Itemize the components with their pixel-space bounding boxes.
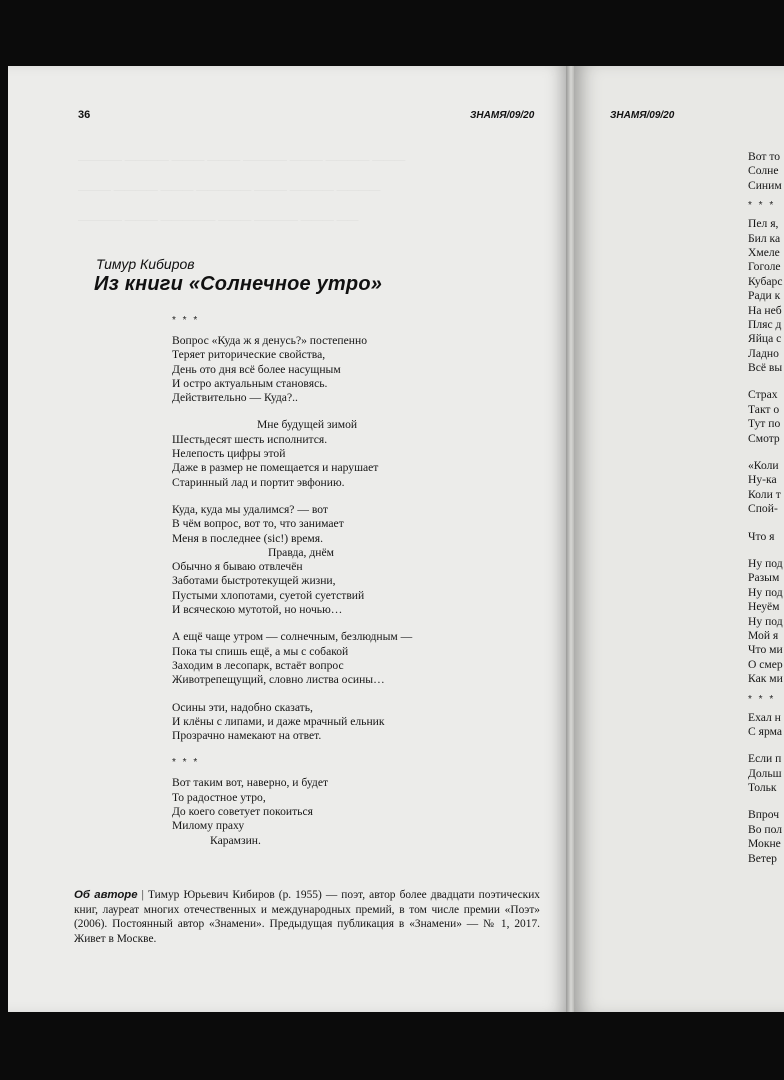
- text-fragment: Такт о: [748, 402, 780, 416]
- poem-line: Действительно — Куда?..: [172, 391, 298, 405]
- text-fragment: Что я: [748, 529, 775, 543]
- poem-line: Заходим в лесопарк, встаёт вопрос: [172, 658, 344, 672]
- poem-line: Куда, куда мы удалимся? — вот: [172, 502, 328, 516]
- text-fragment: Бил ка: [748, 231, 781, 245]
- poem-line: И клёны с липами, и даже мрачный ельник: [172, 714, 385, 728]
- text-fragment: Тольк: [748, 781, 777, 795]
- text-fragment: Вот то: [748, 150, 781, 163]
- poem-line: Даже в размер не помещается и нарушает: [172, 461, 379, 475]
- text-fragment: Ну под: [748, 614, 783, 628]
- poem-line: До коего советует покоиться: [172, 805, 313, 819]
- text-fragment: Как ми: [748, 672, 783, 686]
- text-fragment: Хмеле: [748, 245, 780, 259]
- text-fragment: Солне: [748, 164, 779, 178]
- left-page: [8, 66, 568, 1012]
- poem-line: В чём вопрос, вот то, что занимает: [172, 517, 344, 531]
- poem-line: Нелепость цифры этой: [172, 447, 286, 461]
- poem-line: День ото дня всё более насущным: [172, 362, 341, 376]
- about-author: [74, 888, 540, 946]
- text-fragment: Ну под: [748, 556, 783, 570]
- text-fragment: Гоголе: [748, 260, 781, 274]
- show-through-text: ——— ———— ——— ————— ——— ———— ————: [78, 184, 381, 196]
- text-fragment: Дольш: [748, 766, 782, 780]
- text-fragment: Смотр: [748, 431, 780, 445]
- section-asterisks: * * *: [748, 200, 776, 212]
- poem-line: А ещё чаще утром — солнечным, безлюдным —: [172, 630, 413, 644]
- text-fragment: Синим: [748, 178, 782, 192]
- poem-line: И остро актуальным становясь.: [172, 376, 328, 390]
- section-asterisks: * * *: [172, 315, 200, 326]
- poems-block: [172, 314, 492, 848]
- text-fragment: С ярма: [748, 724, 782, 738]
- about-author-label: Об авторе: [74, 889, 138, 901]
- poem-line: Обычно я бываю отвлечён: [172, 560, 303, 574]
- text-fragment: Ну-ка: [748, 473, 777, 487]
- running-head: ЗНАМЯ/09/20: [610, 110, 675, 121]
- text-fragment: «Коли: [748, 459, 779, 473]
- epigraph-signature: Карамзин.: [210, 833, 261, 847]
- text-fragment: Во пол: [748, 822, 783, 836]
- text-fragment: Мокне: [748, 837, 781, 851]
- text-fragment: Яйца с: [748, 332, 782, 346]
- right-page-text: [748, 150, 784, 866]
- author-name: Тимур Кибиров: [96, 256, 195, 272]
- text-fragment: Ладно: [748, 346, 779, 360]
- poem-line: Меня в последнее (sic!) время.: [172, 531, 323, 545]
- text-fragment: Ну под: [748, 585, 783, 599]
- text-fragment: Спой-: [748, 502, 778, 516]
- poem-line: Мне будущей зимой: [257, 418, 358, 432]
- text-fragment: Разым: [748, 571, 780, 585]
- poem-line: Пока ты спишь ещё, а мы с собакой: [172, 644, 349, 658]
- text-fragment: О смер: [748, 657, 783, 671]
- poem-line: Вопрос «Куда ж я денусь?» постепенно: [172, 334, 367, 347]
- poem-line: Осины эти, надобно сказать,: [172, 700, 313, 714]
- text-fragment: Ради к: [748, 289, 781, 303]
- text-fragment: Что ми: [748, 643, 783, 657]
- poem-line: Теряет риторические свойства,: [172, 348, 326, 362]
- text-fragment: Неуём: [748, 600, 780, 614]
- poem-line: Правда, днём: [268, 545, 334, 559]
- poem-line: Старинный лад и портит эвфонию.: [172, 475, 345, 489]
- text-fragment: Ехал н: [748, 710, 781, 724]
- section-asterisks: * * *: [748, 693, 776, 705]
- text-fragment: На неб: [748, 303, 782, 317]
- text-fragment: Пел я,: [748, 217, 779, 231]
- text-fragment: Кубарс: [748, 274, 783, 288]
- poem-line: Заботами быстротекущей жизни,: [172, 574, 336, 588]
- text-fragment: Страх: [748, 388, 778, 402]
- show-through-text: ———— ———— ——— ——— ———— ——— ———— ———: [78, 154, 406, 166]
- poem-line: И всяческою мутотой, но ночью…: [172, 603, 343, 617]
- show-through-text: ———— ——— ————— ——— ———— ——— ——: [78, 214, 359, 226]
- section-asterisks: * * *: [172, 757, 200, 769]
- page-number: 36: [78, 109, 91, 121]
- poem-line: Вот таким вот, наверно, и будет: [172, 776, 329, 790]
- text-fragment: Всё вы: [748, 361, 783, 375]
- poem-line: Животрепещущий, словно листва осины…: [172, 673, 385, 687]
- poem-line: Милому праху: [172, 819, 245, 833]
- text-fragment: Если п: [748, 752, 782, 766]
- poem-line: Пустыми хлопотами, суетой суетствий: [172, 588, 365, 602]
- text-fragment: Мой я: [748, 628, 779, 642]
- text-fragment: Пляс д: [748, 317, 782, 331]
- text-fragment: Ветер: [748, 851, 777, 865]
- poem-line: Шестьдесят шесть исполнится.: [172, 432, 328, 446]
- book-title: Из книги «Солнечное утро»: [94, 273, 383, 295]
- text-fragment: Тут по: [748, 417, 781, 431]
- text-fragment: Впроч: [748, 808, 780, 822]
- poem-line: То радостное утро,: [172, 790, 266, 804]
- right-page: [574, 66, 784, 1012]
- text-fragment: Коли т: [748, 487, 781, 501]
- running-head: ЗНАМЯ/09/20: [470, 110, 535, 121]
- about-author-text: | Тимур Юрьевич Кибиров (р. 1955) — поэт, автор более двадцати поэтических книг, лауреат многих отечественных и международных премий, в том числе премии «Поэт» (2006). Постоянный автор «Знамени». Предыдущая публикация в «Знамени» — № 1, 2017. Живет в Москве.: [74, 889, 540, 945]
- poem-line: Прозрачно намекают на ответ.: [172, 729, 322, 743]
